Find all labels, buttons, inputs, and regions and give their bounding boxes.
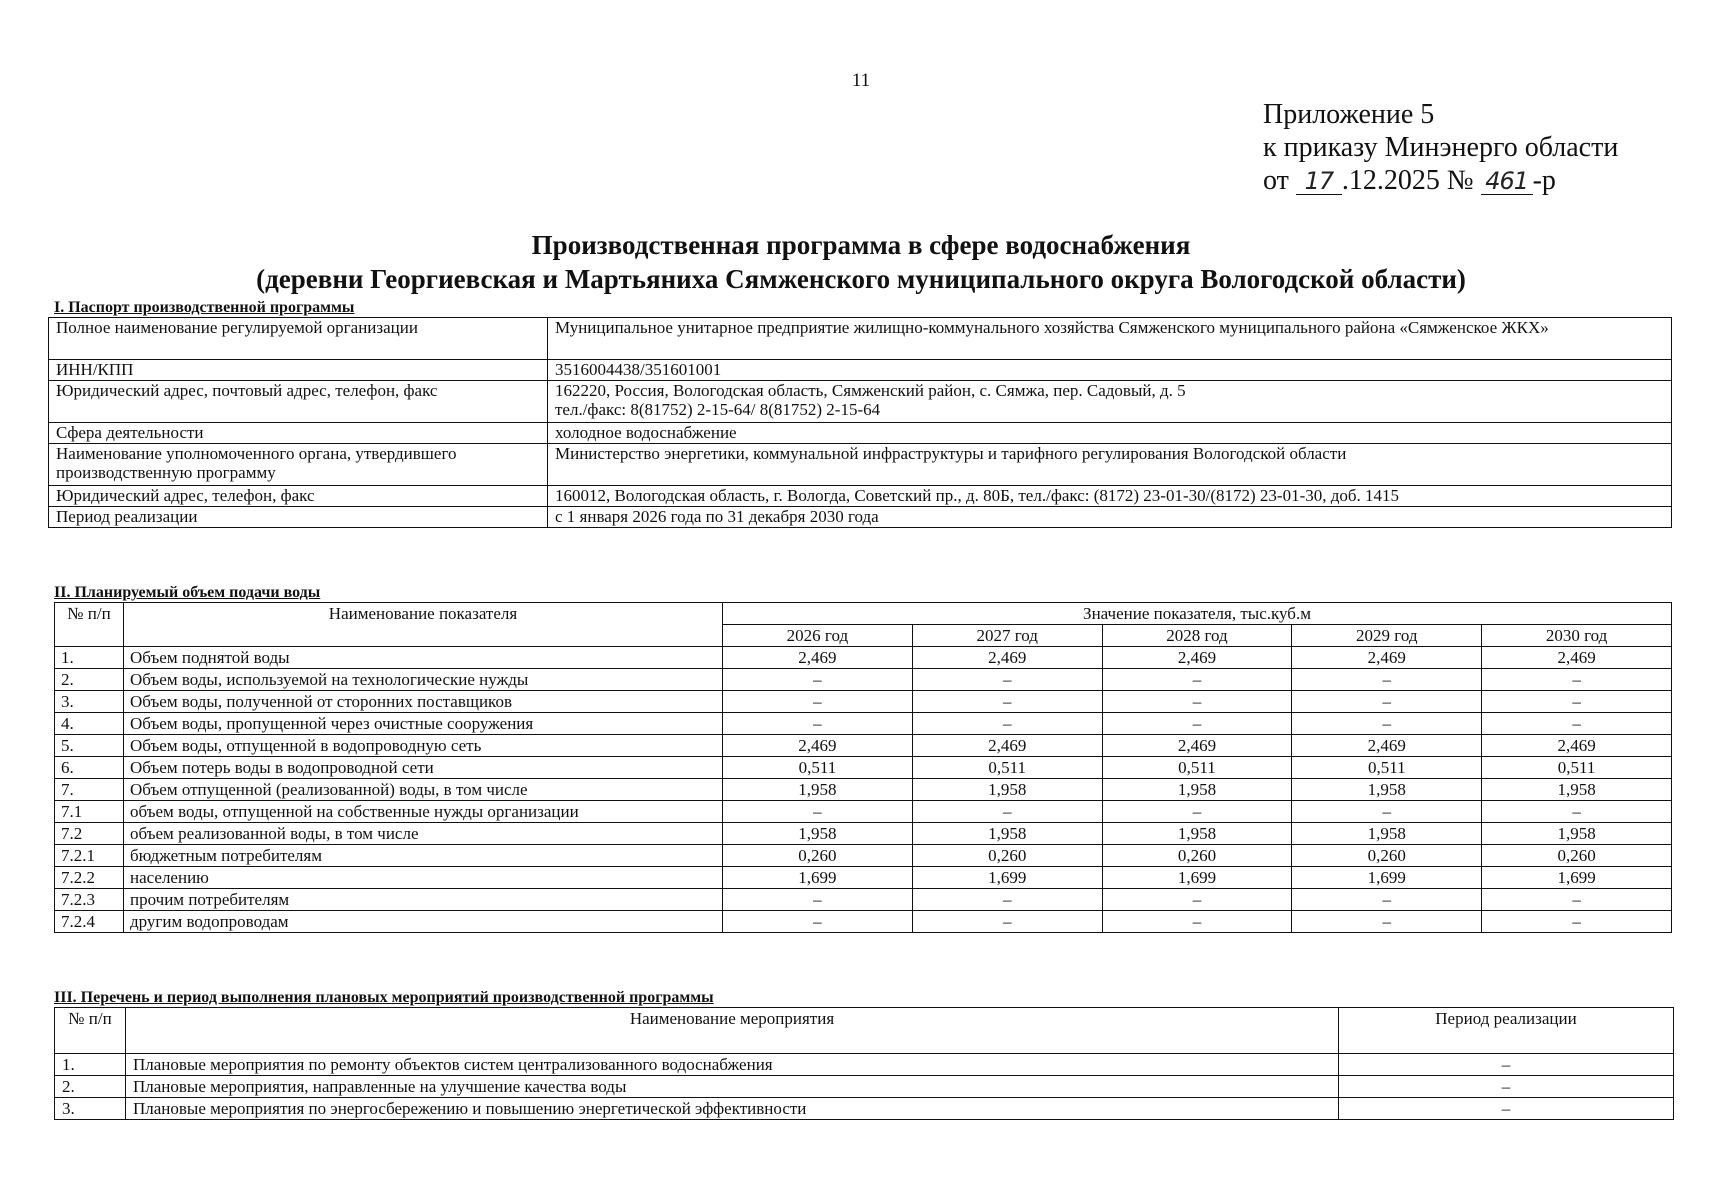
row-value: 0,511	[1292, 757, 1482, 779]
passport-value: 162220, Россия, Вологодская область, Сямженский район, с. Сямжа, пер. Садовый, д. 5	[555, 381, 1186, 400]
row-number: 6.	[55, 757, 124, 779]
table-row	[55, 1076, 1674, 1098]
row-name: объем реализованной воды, в том числе	[124, 823, 723, 845]
row-value: 1,699	[1482, 867, 1672, 889]
year-header: 2027 год	[912, 625, 1102, 647]
table-row	[55, 757, 1672, 779]
row-name: бюджетным потребителям	[124, 845, 723, 867]
row-value: 0,260	[723, 845, 913, 867]
appendix-date: .12.2025 №	[1341, 165, 1474, 196]
row-number: 7.2.4	[55, 911, 124, 933]
passport-value-cell	[548, 381, 1672, 423]
row-number: 7.2	[55, 823, 124, 845]
page-number: 11	[851, 70, 871, 91]
row-name: Объем воды, используемой на технологические нужды	[124, 669, 723, 691]
row-period: –	[1339, 1098, 1674, 1120]
passport-label: Период реализации	[49, 507, 548, 528]
appendix-suffix: -р	[1532, 165, 1556, 196]
row-value: –	[723, 889, 913, 911]
row-number: 7.2.1	[55, 845, 124, 867]
row-value: –	[1292, 889, 1482, 911]
row-value: 1,699	[723, 867, 913, 889]
row-value: –	[912, 889, 1102, 911]
row-value: –	[1102, 801, 1292, 823]
row-value: 1,958	[1482, 779, 1672, 801]
passport-table	[48, 317, 1672, 528]
passport-value-phone: тел./факс: 8(81752) 2-15-64/ 8(81752) 2-15-64	[555, 400, 881, 419]
row-number: 2.	[55, 1076, 126, 1098]
table-row	[55, 823, 1672, 845]
row-value: –	[912, 911, 1102, 933]
row-value: 1,699	[912, 867, 1102, 889]
row-value: 1,958	[723, 823, 913, 845]
passport-value: 3516004438/351601001	[548, 360, 1672, 381]
events-table	[54, 1007, 1674, 1120]
table-row	[55, 779, 1672, 801]
row-value: 1,699	[1102, 867, 1292, 889]
table-row	[49, 486, 1672, 507]
row-value: –	[1482, 889, 1672, 911]
row-value: –	[912, 713, 1102, 735]
row-value: –	[1292, 669, 1482, 691]
table-row	[55, 911, 1672, 933]
passport-label: Сфера деятельности	[49, 423, 548, 444]
row-name: населению	[124, 867, 723, 889]
row-value: 0,511	[1102, 757, 1292, 779]
row-value: 2,469	[723, 647, 913, 669]
row-value: 0,511	[723, 757, 913, 779]
row-value: 2,469	[912, 735, 1102, 757]
passport-label: Полное наименование регулируемой организации	[49, 318, 548, 360]
col-num-header: № п/п	[55, 1008, 126, 1054]
row-name: прочим потребителям	[124, 889, 723, 911]
row-name: Плановые мероприятия по ремонту объектов систем централизованного водоснабжения	[126, 1054, 1339, 1076]
row-number: 5.	[55, 735, 124, 757]
row-value: 0,511	[1482, 757, 1672, 779]
year-header: 2030 год	[1482, 625, 1672, 647]
table-row	[55, 735, 1672, 757]
row-value: 1,958	[912, 823, 1102, 845]
table-row	[49, 423, 1672, 444]
table-row	[55, 801, 1672, 823]
table-row	[55, 1054, 1674, 1076]
row-value: –	[1482, 669, 1672, 691]
passport-value: Муниципальное унитарное предприятие жилищно-коммунального хозяйства Сямженского муниципального района «Сямженское ЖКХ»	[548, 318, 1672, 360]
row-name: Объем отпущенной (реализованной) воды, в том числе	[124, 779, 723, 801]
row-value: –	[723, 691, 913, 713]
row-value: –	[723, 911, 913, 933]
row-value: –	[1102, 713, 1292, 735]
row-name: Объем поднятой воды	[124, 647, 723, 669]
row-value: 0,260	[912, 845, 1102, 867]
row-value: –	[1102, 911, 1292, 933]
year-header: 2029 год	[1292, 625, 1482, 647]
row-value: –	[1292, 691, 1482, 713]
table-row	[49, 507, 1672, 528]
volume-table	[54, 602, 1672, 933]
col-name-header: Наименование показателя	[124, 603, 723, 647]
row-number: 7.2.2	[55, 867, 124, 889]
row-value: 2,469	[1292, 735, 1482, 757]
table-row	[49, 381, 1672, 423]
row-name: Плановые мероприятия, направленные на улучшение качества воды	[126, 1076, 1339, 1098]
row-value: 1,958	[1102, 779, 1292, 801]
row-value: –	[1482, 911, 1672, 933]
appendix-order: к приказу Минэнерго области	[1263, 132, 1619, 163]
document-title: Производственная программа в сфере водоснабжения	[531, 230, 1191, 260]
table-row	[55, 669, 1672, 691]
section-1-heading: I. Паспорт производственной программы	[54, 299, 355, 316]
passport-value: с 1 января 2026 года по 31 декабря 2030 года	[548, 507, 1672, 528]
appendix-block	[1263, 98, 1618, 198]
handwritten-number	[1481, 164, 1533, 198]
passport-value: холодное водоснабжение	[548, 423, 1672, 444]
row-value: 1,958	[723, 779, 913, 801]
row-value: –	[723, 713, 913, 735]
col-group-header: Значение показателя, тыс.куб.м	[723, 603, 1672, 625]
section-2-heading: II. Планируемый объем подачи воды	[54, 584, 321, 601]
passport-label: ИНН/КПП	[49, 360, 548, 381]
row-name: Плановые мероприятия по энергосбережению и повышению энергетической эффективности	[126, 1098, 1339, 1120]
row-value: –	[1292, 911, 1482, 933]
table-header-row	[55, 1008, 1674, 1054]
row-number: 1.	[55, 1054, 126, 1076]
row-number: 1.	[55, 647, 124, 669]
passport-label: Юридический адрес, телефон, факс	[49, 486, 548, 507]
row-value: –	[912, 801, 1102, 823]
row-value: –	[1482, 713, 1672, 735]
table-row	[55, 713, 1672, 735]
table-row	[55, 867, 1672, 889]
row-value: 2,469	[1482, 647, 1672, 669]
row-value: –	[1102, 669, 1292, 691]
year-header: 2026 год	[723, 625, 913, 647]
row-number: 3.	[55, 691, 124, 713]
row-value: 1,958	[1482, 823, 1672, 845]
row-value: 2,469	[1292, 647, 1482, 669]
table-row	[55, 647, 1672, 669]
passport-value: 160012, Вологодская область, г. Вологда, Советский пр., д. 80Б, тел./факс: (8172) 23-01-30/(8172) 23-01-30, доб. 1415	[548, 486, 1672, 507]
row-value: –	[1102, 691, 1292, 713]
row-value: 2,469	[1102, 735, 1292, 757]
row-name: Объем воды, пропущенной через очистные сооружения	[124, 713, 723, 735]
row-value: 0,260	[1482, 845, 1672, 867]
section-3-heading: III. Перечень и период выполнения плановых мероприятий производственной программы	[54, 989, 714, 1006]
row-value: 0,511	[912, 757, 1102, 779]
row-period: –	[1339, 1076, 1674, 1098]
row-value: 2,469	[912, 647, 1102, 669]
table-row	[55, 691, 1672, 713]
appendix-from: от	[1263, 165, 1289, 196]
row-value: –	[1102, 889, 1292, 911]
table-row	[49, 444, 1672, 486]
col-name-header: Наименование мероприятия	[126, 1008, 1339, 1054]
row-value: 2,469	[1102, 647, 1292, 669]
row-value: –	[912, 669, 1102, 691]
row-value: 1,958	[1102, 823, 1292, 845]
row-value: 2,469	[723, 735, 913, 757]
row-value: 1,958	[1292, 779, 1482, 801]
row-name: другим водопроводам	[124, 911, 723, 933]
row-value: –	[723, 669, 913, 691]
row-value: 2,469	[1482, 735, 1672, 757]
row-value: 1,958	[1292, 823, 1482, 845]
row-number: 7.	[55, 779, 124, 801]
document-subtitle: (деревни Георгиевская и Мартьяниха Сямженского муниципального округа Вологодской области)	[256, 264, 1466, 294]
table-row	[55, 845, 1672, 867]
row-number: 7.2.3	[55, 889, 124, 911]
row-value: –	[1292, 713, 1482, 735]
table-row	[49, 360, 1672, 381]
handwritten-day	[1296, 164, 1342, 198]
appendix-date-line	[1263, 164, 1618, 198]
row-value: –	[1482, 691, 1672, 713]
row-value: –	[1482, 801, 1672, 823]
row-name: объем воды, отпущенной на собственные нужды организации	[124, 801, 723, 823]
row-name: Объем воды, полученной от сторонних поставщиков	[124, 691, 723, 713]
row-number: 4.	[55, 713, 124, 735]
table-row	[55, 1098, 1674, 1120]
table-header-row	[55, 603, 1672, 625]
passport-label: Наименование уполномоченного органа, утвердившего производственную программу	[49, 444, 548, 486]
table-row	[49, 318, 1672, 360]
row-value: –	[723, 801, 913, 823]
row-number: 3.	[55, 1098, 126, 1120]
row-number: 7.1	[55, 801, 124, 823]
passport-value: Министерство энергетики, коммунальной инфраструктуры и тарифного регулирования Вологодской области	[548, 444, 1672, 486]
row-value: 1,958	[912, 779, 1102, 801]
appendix-title: Приложение 5	[1263, 99, 1435, 130]
col-num-header: № п/п	[55, 603, 124, 647]
row-name: Объем потерь воды в водопроводной сети	[124, 757, 723, 779]
row-name: Объем воды, отпущенной в водопроводную сеть	[124, 735, 723, 757]
col-period-header: Период реализации	[1339, 1008, 1674, 1054]
year-header: 2028 год	[1102, 625, 1292, 647]
row-value: –	[1292, 801, 1482, 823]
row-value: –	[912, 691, 1102, 713]
row-value: 0,260	[1292, 845, 1482, 867]
row-period: –	[1339, 1054, 1674, 1076]
table-row	[55, 889, 1672, 911]
handwritten-number-text: 461	[1485, 167, 1528, 195]
row-value: 0,260	[1102, 845, 1292, 867]
row-value: 1,699	[1292, 867, 1482, 889]
handwritten-day-text: 17	[1304, 167, 1334, 195]
row-number: 2.	[55, 669, 124, 691]
passport-label: Юридический адрес, почтовый адрес, телефон, факс	[49, 381, 548, 423]
